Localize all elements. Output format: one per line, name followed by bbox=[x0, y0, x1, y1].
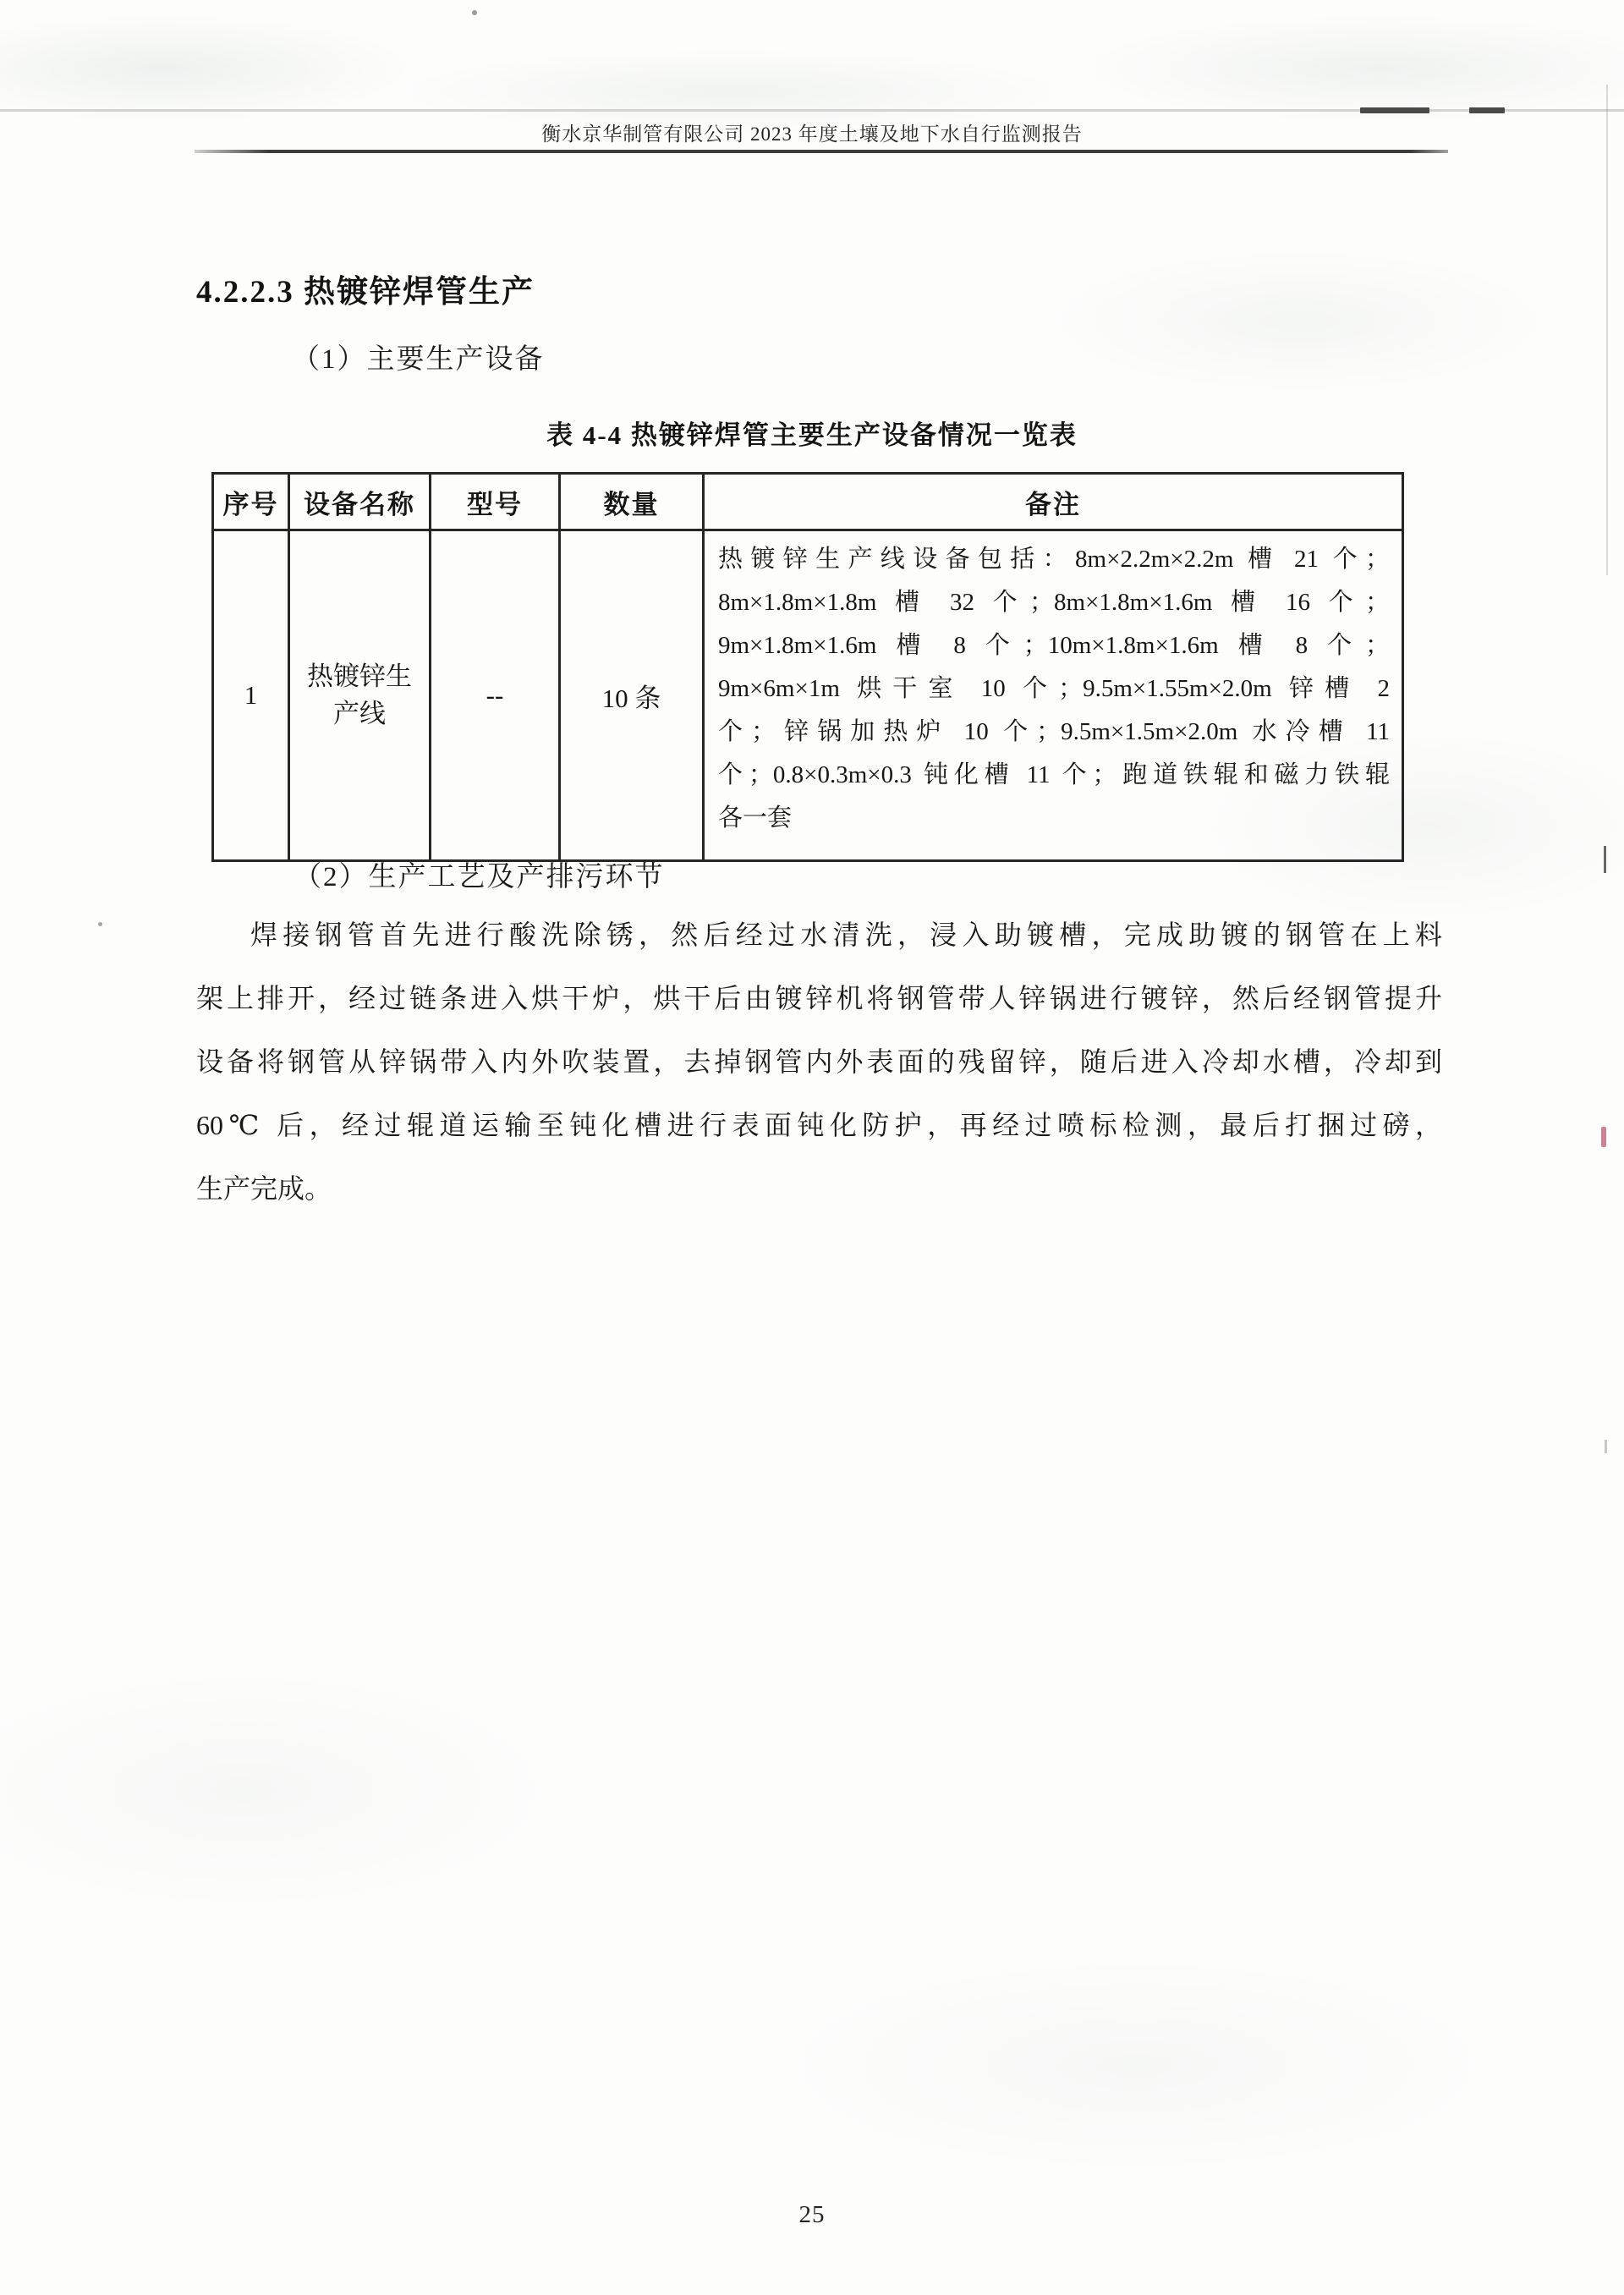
cell-model: -- bbox=[431, 530, 560, 861]
section-heading: 4.2.2.3 热镀锌焊管生产 bbox=[196, 275, 535, 310]
cell-remark bbox=[704, 530, 1403, 861]
paragraph-line: 焊接钢管首先进行酸洗除锈，然后经过水清洗，浸入助镀槽，完成助镀的钢管在上料 bbox=[250, 920, 1442, 950]
remark-line: 热镀锌生产线设备包括：8m×2.2m×2.2m 槽 21 个； bbox=[718, 546, 1390, 573]
cell-name: 热镀锌生产线 bbox=[289, 530, 431, 861]
col-header-index: 序号 bbox=[213, 474, 289, 530]
remark-line: 各一套 bbox=[718, 804, 793, 832]
scan-artifact-dash bbox=[1360, 107, 1429, 113]
list-item-2-label: （2）生产工艺及产排污环节 bbox=[294, 862, 665, 892]
scan-artifact-dash bbox=[1469, 107, 1505, 113]
scan-artifact-edge-line bbox=[1606, 85, 1608, 575]
paragraph-line: 设备将钢管从锌锅带入内外吹装置，去掉钢管内外表面的残留锌，随后进入冷却水槽，冷却到 bbox=[196, 1046, 1442, 1077]
paragraph-line: 60℃ 后，经过辊道运输至钝化槽进行表面钝化防护，再经过喷标检测，最后打捆过磅， bbox=[196, 1110, 1442, 1140]
col-header-quantity: 数量 bbox=[560, 474, 704, 530]
paragraph-line: 生产完成。 bbox=[196, 1173, 332, 1204]
paragraph-line: 架上排开，经过链条进入烘干炉，烘干后由镀锌机将钢管带人锌锅进行镀锌，然后经钢管提升 bbox=[196, 983, 1442, 1013]
col-header-model: 型号 bbox=[431, 474, 560, 530]
list-item-1-label: （1）主要生产设备 bbox=[292, 344, 545, 375]
scan-artifact-edge-dash bbox=[1604, 846, 1606, 873]
scan-artifact-speck bbox=[98, 922, 102, 926]
table-row bbox=[213, 530, 1403, 861]
table-header-row bbox=[213, 474, 1403, 530]
table-caption: 表 4-4 热镀锌焊管主要生产设备情况一览表 bbox=[546, 420, 1078, 450]
page-number: 25 bbox=[798, 2201, 826, 2228]
process-paragraph bbox=[196, 903, 1442, 1221]
remark-line: 8m×1.8m×1.8m 槽 32 个；8m×1.8m×1.6m 槽 16 个； bbox=[718, 589, 1390, 616]
scan-artifact-edge-mark bbox=[1605, 1440, 1607, 1453]
col-header-remark: 备注 bbox=[704, 474, 1403, 530]
scan-artifact-pink-mark bbox=[1601, 1127, 1606, 1147]
remark-line: 个；锌锅加热炉 10 个；9.5m×1.5m×2.0m 水冷槽 11 bbox=[718, 718, 1390, 745]
remark-line: 9m×6m×1m 烘干室 10 个；9.5m×1.55m×2.0m 锌槽 2 bbox=[718, 675, 1390, 702]
header-underline bbox=[195, 150, 1448, 153]
remark-line: 9m×1.8m×1.6m 槽 8 个；10m×1.8m×1.6m 槽 8 个； bbox=[718, 632, 1390, 659]
scan-artifact-speck bbox=[472, 10, 477, 15]
remark-line: 个；0.8×0.3m×0.3 钝化槽 11 个；跑道铁辊和磁力铁辊 bbox=[718, 761, 1390, 788]
equipment-table bbox=[211, 472, 1404, 862]
report-header-title: 衡水京华制管有限公司 2023 年度土壤及地下水自行监测报告 bbox=[541, 124, 1083, 145]
col-header-name: 设备名称 bbox=[289, 474, 431, 530]
cell-index: 1 bbox=[213, 530, 289, 861]
cell-quantity: 10 条 bbox=[560, 530, 704, 861]
